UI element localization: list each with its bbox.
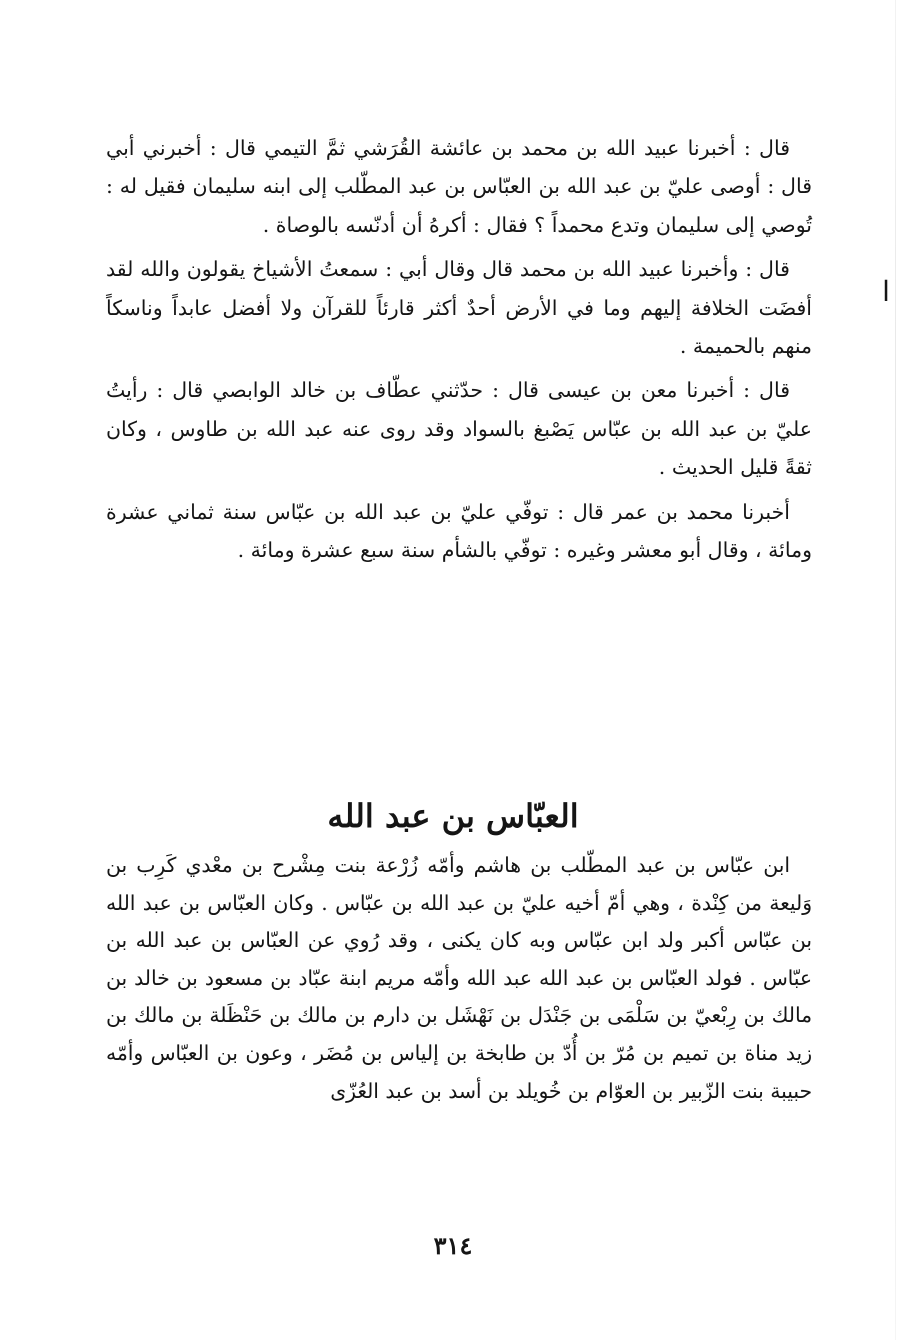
biography-paragraph: ابن عبّاس بن عبد المطّلب بن هاشم وأمّه زُرْعة بنت مِشْرح بن معْدي كَرِب بن وَليعة من كِنْدة ، وهي أمّ أخيه عليّ بن عبد الله بن عبّاس . وكان العبّاس بن عبد الله بن عبّاس أكبر ولد ابن عبّاس وبه كان يكنى ، وقد رُوي عن العبّاس بن عبد الله بن عبّاس . فولد العبّاس بن عبد الله عبد الله وأمّه مريم ابنة عبّاد بن مسعود بن خالد بن مالك بن رِبْعيّ بن سَلْمَى بن جَنْدَل بن نَهْشَل بن دارم بن مالك بن حَنْظَلة بن مالك بن زيد مناة بن تميم بن مُرّ بن أُدّ بن طابخة بن إلياس بن مُضَر ، وعون بن العبّاس وأمّه حبيبة بنت الزّبير بن العوّام بن خُويلد بن أسد بن عبد العُزّى <box>106 853 812 1103</box>
paragraph-2: قال : وأخبرنا عبيد الله بن محمد قال وقال أبي : سمعتُ الأشياخ يقولون والله لقد أفضَت الخلافة إليهم وما في الأرض أحدٌ أكثر قارئاً للقرآن ولا أفضل عابداً وناسكاً منهم بالحميمة . <box>106 257 812 359</box>
section-title: العبّاس بن عبد الله <box>327 797 579 836</box>
paragraph-4: أخبرنا محمد بن عمر قال : توفّي عليّ بن عبد الله بن عبّاس سنة ثماني عشرة ومائة ، وقال أبو معشر وغيره : توفّي بالشأم سنة سبع عشرة ومائة . <box>106 499 812 563</box>
scan-edge-shadow <box>895 0 896 1340</box>
margin-note: ا <box>882 275 890 308</box>
top-text-block <box>106 129 812 569</box>
paragraph-1: قال : أخبرنا عبيد الله بن محمد بن عائشة القُرَشي ثمَّ التيمي قال : أخبرني أبي قال : أوصى عليّ بن عبد الله بن العبّاس بن عبد المطّلب إلى ابنه سليمان فقيل له : تُوصي إلى سليمان وتدع محمداً ؟ فقال : أكرهُ أن أدنّسه بالوصاة . <box>106 136 812 237</box>
bottom-text-block <box>106 847 812 1110</box>
page-number: ٣١٤ <box>433 1231 473 1260</box>
paragraph-3: قال : أخبرنا معن بن عيسى قال : حدّثني عطّاف بن خالد الوابصي قال : رأيتُ عليّ بن عبد الله بن عبّاس يَصْبغ بالسواد وقد روى عنه عبد الله بن طاوس ، وكان ثقةً قليل الحديث . <box>106 378 812 480</box>
